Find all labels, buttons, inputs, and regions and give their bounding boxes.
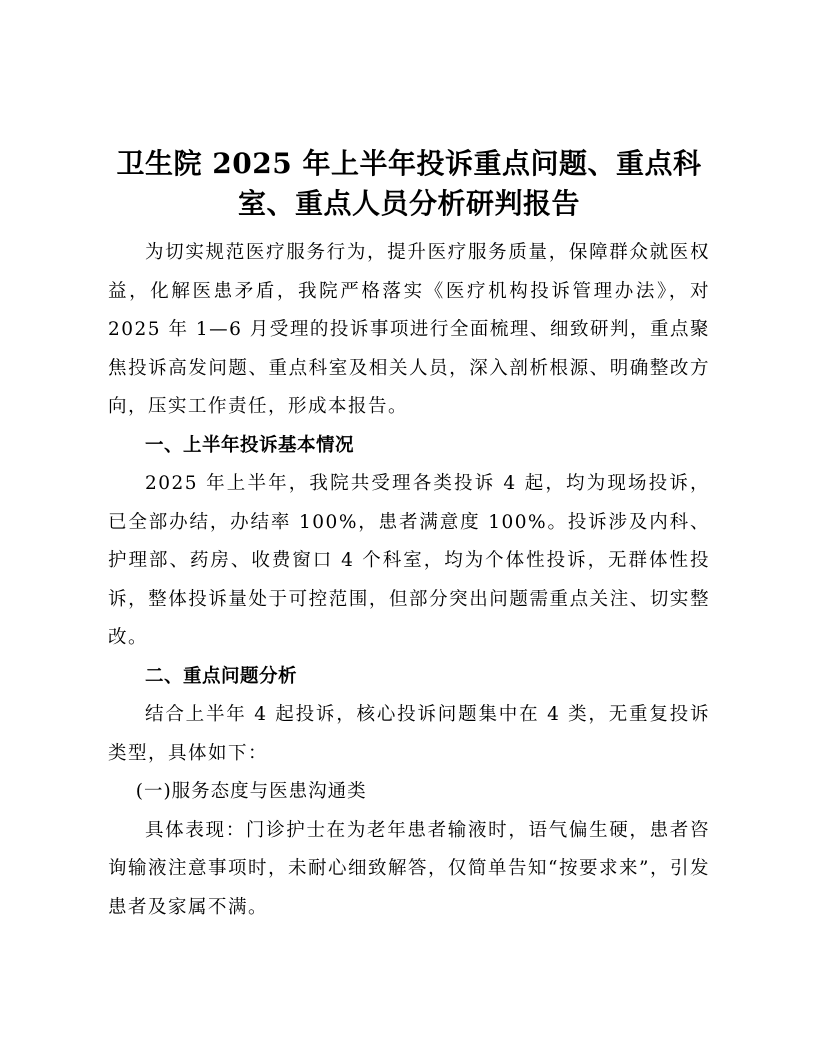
title-line-2: 室、重点人员分析研判报告: [237, 187, 580, 220]
subsection-1-paragraph: 具体表现：门诊护士在为老年患者输液时，语气偏生硬，患者咨询输液注意事项时，未耐心细致解答，仅简单告知“按要求来”，引发患者及家属不满。: [108, 819, 710, 918]
title-line-1: 卫生院 2025 年上半年投诉重点问题、重点科: [116, 147, 702, 180]
section-1-paragraph: 2025 年上半年，我院共受理各类投诉 4 起，均为现场投诉，已全部办结，办结率 100%，患者满意度 100%。投诉涉及内科、护理部、药房、收费窗口 4 个科室，均为个体性投诉，无群体性投诉，整体投诉量处于可控范围，但部分突出问题需重点关注、切实整改。: [108, 473, 710, 648]
section-1-heading: 一、上半年投诉基本情况: [145, 434, 355, 456]
document-title: [108, 144, 710, 224]
subsection-1-heading: (一)服务态度与医患沟通类: [135, 781, 367, 802]
intro-paragraph: 为切实规范医疗服务行为，提升医疗服务质量，保障群众就医权益，化解医患矛盾，我院严格落实《医疗机构投诉管理办法》，对 2025 年 1—6 月受理的投诉事项进行全面梳理、细致研判，重点聚焦投诉高发问题、重点科室及相关人员，深入剖析根源、明确整改方向，压实工作责任，形成本报告。: [108, 242, 710, 417]
section-2-heading: 二、重点问题分析: [145, 665, 298, 687]
section-2-paragraph: 结合上半年 4 起投诉，核心投诉问题集中在 4 类，无重复投诉类型，具体如下：: [108, 704, 710, 764]
